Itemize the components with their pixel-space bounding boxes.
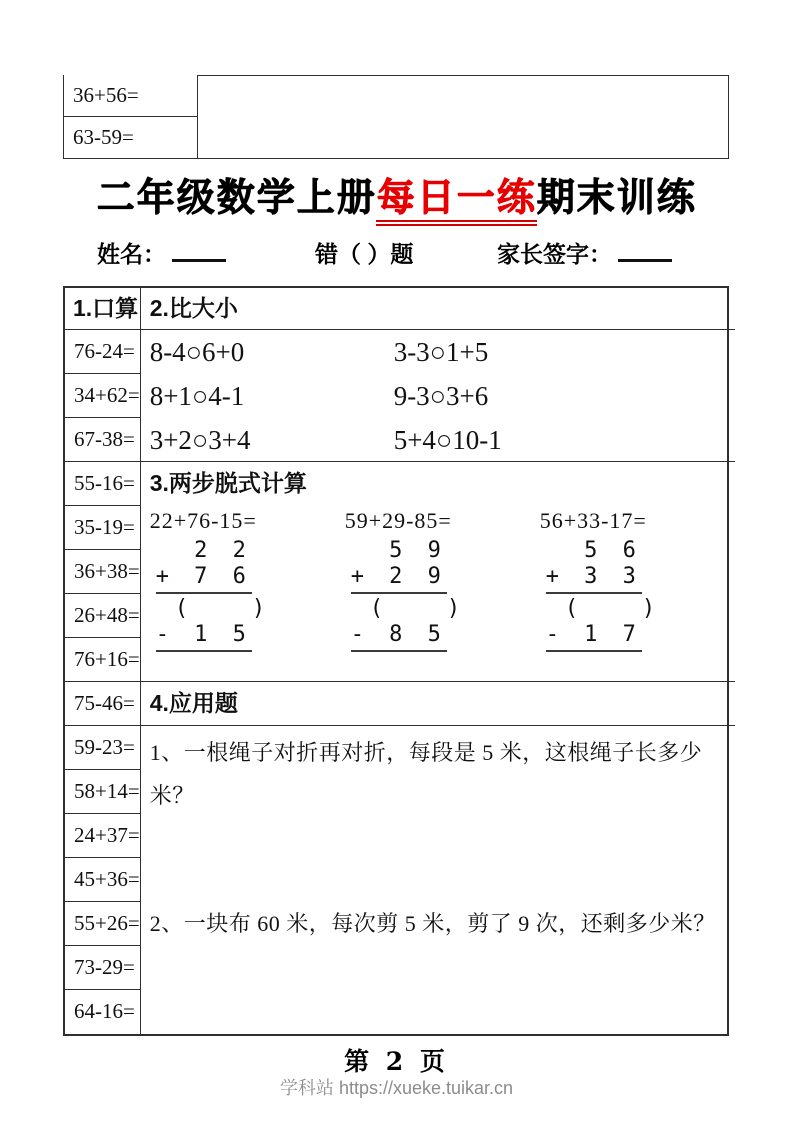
vertical-computation [345, 506, 523, 654]
page-number: 第 2 页 [344, 1047, 449, 1076]
sum-rule-line [351, 592, 447, 594]
name-label: 姓名： [97, 241, 166, 267]
oral-problem: 34+62= [65, 374, 140, 418]
section-3-header: 3.两步脱式计算 [149, 470, 307, 496]
oral-problem: 59-23= [65, 726, 140, 770]
page-title [0, 166, 793, 221]
vertical-computation [150, 506, 328, 654]
addend-bottom: + 2 9 [350, 564, 447, 589]
vertical-stack [351, 538, 523, 652]
compare-problem: 3+2○3+4 [149, 425, 251, 455]
title-suffix: 期末训练 [536, 174, 697, 219]
compare-row [141, 374, 735, 418]
oral-problem: 75-46= [65, 682, 140, 726]
section-2-header: 2.比大小 [141, 288, 735, 330]
oral-problem: 63-59= [64, 117, 197, 159]
addend-top: 5 9 [350, 538, 447, 563]
sum-rule-line [156, 592, 252, 594]
oral-problem: 64-16= [74, 999, 135, 1023]
oral-problem: 55-16= [65, 462, 140, 506]
section-4-header: 4.应用题 [141, 682, 735, 726]
vertical-stack [156, 538, 328, 652]
main-table [63, 286, 729, 1036]
name-blank-line [172, 242, 226, 262]
word-problem-section [141, 726, 735, 1034]
addend-bottom: + 3 3 [545, 564, 642, 589]
compare-problem: 3-3○1+5 [393, 337, 489, 367]
vertical-stack [546, 538, 718, 652]
result-rule-line [546, 650, 642, 652]
oral-problem: 26+48= [65, 594, 140, 638]
twostep-section [141, 462, 735, 682]
right-column [141, 288, 735, 1034]
section-1-header: 1.口算 [65, 288, 140, 330]
wrong-count-label: 错（ ）题 [315, 241, 414, 267]
intermediate-parens: ( ) [155, 596, 272, 621]
info-row [0, 236, 793, 274]
oral-problem: 35-19= [65, 506, 140, 550]
signature-field [497, 236, 672, 269]
top-empty-cell [197, 75, 729, 159]
oral-problem: 36+56= [64, 75, 197, 117]
intermediate-parens: ( ) [350, 596, 467, 621]
name-field [97, 236, 226, 269]
oral-problem: 24+37= [65, 814, 140, 858]
compare-problem: 8+1○4-1 [149, 381, 245, 411]
subtrahend: - 1 7 [545, 622, 642, 647]
vertical-computation [540, 506, 718, 654]
addend-bottom: + 7 6 [155, 564, 252, 589]
word-problem-2: 2、一块布 60 米，每次剪 5 米，剪了 9 次，还剩多少米？ [149, 911, 716, 936]
oral-problem: 73-29= [65, 946, 140, 990]
compare-problem: 8-4○6+0 [149, 337, 245, 367]
title-prefix: 二年级数学上册 [96, 174, 377, 219]
compare-problem: 5+4○10-1 [393, 425, 502, 455]
subtrahend: - 1 5 [155, 622, 252, 647]
intermediate-parens: ( ) [545, 596, 662, 621]
oral-problem: 55+26= [65, 902, 140, 946]
oral-problem: 36+38= [65, 550, 140, 594]
oral-problem: 76+16= [65, 638, 140, 682]
subtrahend: - 8 5 [350, 622, 447, 647]
title-red-highlight: 每日一练 [376, 174, 536, 226]
addend-top: 2 2 [155, 538, 252, 563]
twostep-blocks [141, 506, 735, 654]
top-oral-table [63, 75, 729, 159]
oral-problem: 45+36= [65, 858, 140, 902]
result-rule-line [351, 650, 447, 652]
oral-column [65, 288, 141, 1034]
result-rule-line [156, 650, 252, 652]
signature-blank-line [618, 242, 672, 262]
twostep-expression: 22+76-15= [149, 508, 257, 533]
compare-row [141, 418, 735, 462]
top-oral-column [63, 75, 197, 159]
oral-problem: 67-38= [65, 418, 140, 462]
word-problem-1: 1、一根绳子对折再对折，每段是 5 米，这根绳子长多少米？ [149, 740, 703, 808]
compare-problem: 9-3○3+6 [393, 381, 489, 411]
oral-problem: 76-24= [65, 330, 140, 374]
site-watermark: 学科站 https://xueke.tuikar.cn [279, 1078, 514, 1098]
signature-label: 家长签字： [497, 241, 612, 267]
compare-row [141, 330, 735, 374]
compare-section [141, 330, 735, 462]
twostep-expression: 59+29-85= [344, 508, 452, 533]
oral-problem: 58+14= [65, 770, 140, 814]
addend-top: 5 6 [545, 538, 642, 563]
sum-rule-line [546, 592, 642, 594]
twostep-expression: 56+33-17= [539, 508, 647, 533]
